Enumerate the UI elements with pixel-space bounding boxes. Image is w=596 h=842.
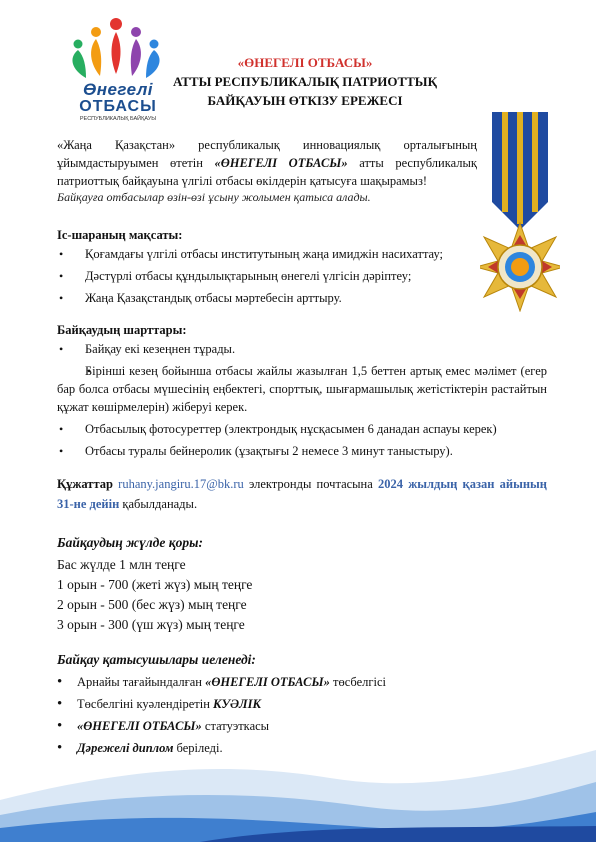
reward-text: статуэткасы	[201, 719, 270, 733]
reward-text: беріледі.	[173, 741, 223, 755]
page-title-line2: АТТЫ РЕСПУБЛИКАЛЫҚ ПАТРИОТТЫҚ	[173, 74, 437, 89]
documents-lead: Құжаттар	[57, 477, 113, 491]
reward-text: Төсбелгіні куәлендіретін	[77, 697, 214, 711]
goal-item: • Дәстүрлі отбасы құндылықтарының өнегелі үлгісін дәріптеу;	[57, 267, 547, 285]
conditions-heading: Байқаудың шарттары:	[57, 323, 187, 337]
reward-text: Арнайы тағайындалған	[77, 675, 206, 689]
condition-item: • Бірінші кезең бойынша отбасы жайлы жазылған 1,5 беттен артық емес мәлімет (егер бар болса отбасы мүшесінің еңбектегі, спорттық, шығармашылық жетістіктерін растайтын құжат көшірмелерін) жіберуі керек.	[57, 362, 547, 416]
intro-part2: атты республикалық патриоттық байқауына үлгілі отбасы өкілдерін қатысуға шақырамыз!	[57, 156, 477, 188]
email-link[interactable]: ruhany.jangiru.17@bk.ru	[118, 477, 244, 491]
reward-emphasis: КУӘЛІК	[213, 697, 261, 711]
intro-emphasis: «ӨНЕГЕЛІ ОТБАСЫ»	[214, 156, 348, 170]
decorative-wave	[0, 730, 596, 842]
goals-heading: Іс-шараның мақсаты:	[57, 228, 183, 242]
deadline-text: 2024 жылдың қазан айының 31-не дейін	[57, 477, 547, 511]
intro-part1: «Жаңа Қазақстан» республикалық инновациялық орталығының ұйымдастыруымен өтетін	[57, 138, 477, 170]
reward-emphasis: Дәрежелі диплом	[77, 741, 174, 755]
prize-line: 2 орын - 500 (бес жүз) мың теңге	[57, 597, 247, 612]
prize-fund-list	[57, 555, 457, 635]
reward-item	[57, 695, 537, 713]
goals-section	[57, 228, 547, 311]
logo-text-otbasy: ОТБАСЫ	[79, 98, 157, 115]
prize-fund-heading: Байқаудың жүлде қоры:	[57, 535, 203, 550]
intro-paragraph	[57, 136, 477, 190]
documents-tail: қабылданады.	[119, 497, 198, 511]
page-title-red: «ӨНЕГЕЛІ ОТБАСЫ»	[237, 55, 373, 70]
page-title-line3: БАЙҚАУЫН ӨТКІЗУ ЕРЕЖЕСІ	[207, 93, 403, 108]
prize-line: Бас жүлде 1 млн теңге	[57, 557, 186, 572]
reward-item	[57, 673, 537, 691]
prize-line: 3 орын - 300 (үш жүз) мың теңге	[57, 617, 245, 632]
documents-paragraph	[57, 474, 547, 514]
reward-emphasis: «ӨНЕГЕЛІ ОТБАСЫ»	[77, 719, 202, 733]
condition-item: • Отбасы туралы бейнеролик (ұзақтығы 2 немесе 3 минут таныстыру).	[57, 442, 547, 460]
documents-middle: электронды почтасына	[243, 477, 378, 491]
goal-item: • Жаңа Қазақстандық отбасы мәртебесін арттыру.	[57, 289, 547, 307]
logo-text-onegeli: Өнегелі	[82, 80, 154, 99]
rewards-heading: Байқау қатысушылары иеленеді:	[57, 652, 256, 667]
reward-text: төсбелгісі	[329, 675, 387, 689]
conditions-section	[57, 323, 547, 464]
condition-item: • Байқау екі кезеңнен тұрады.	[57, 340, 547, 358]
logo-text-subtitle: РЕСПУБЛИКАЛЫҚ БАЙҚАУЫ	[79, 116, 157, 122]
reward-emphasis: «ӨНЕГЕЛІ ОТБАСЫ»	[205, 675, 330, 689]
condition-item: • Отбасылық фотосуреттер (электрондық нұсқасымен 6 данадан аспауы керек)	[57, 420, 547, 438]
prize-line: 1 орын - 700 (жеті жүз) мың теңге	[57, 577, 253, 592]
goal-item: • Қоғамдағы үлгілі отбасы институтының жаңа имиджін насихаттау;	[57, 245, 505, 263]
intro-invite: Байқауға отбасылар өзін-өзі ұсыну жолымен қатыса алады.	[57, 190, 371, 204]
